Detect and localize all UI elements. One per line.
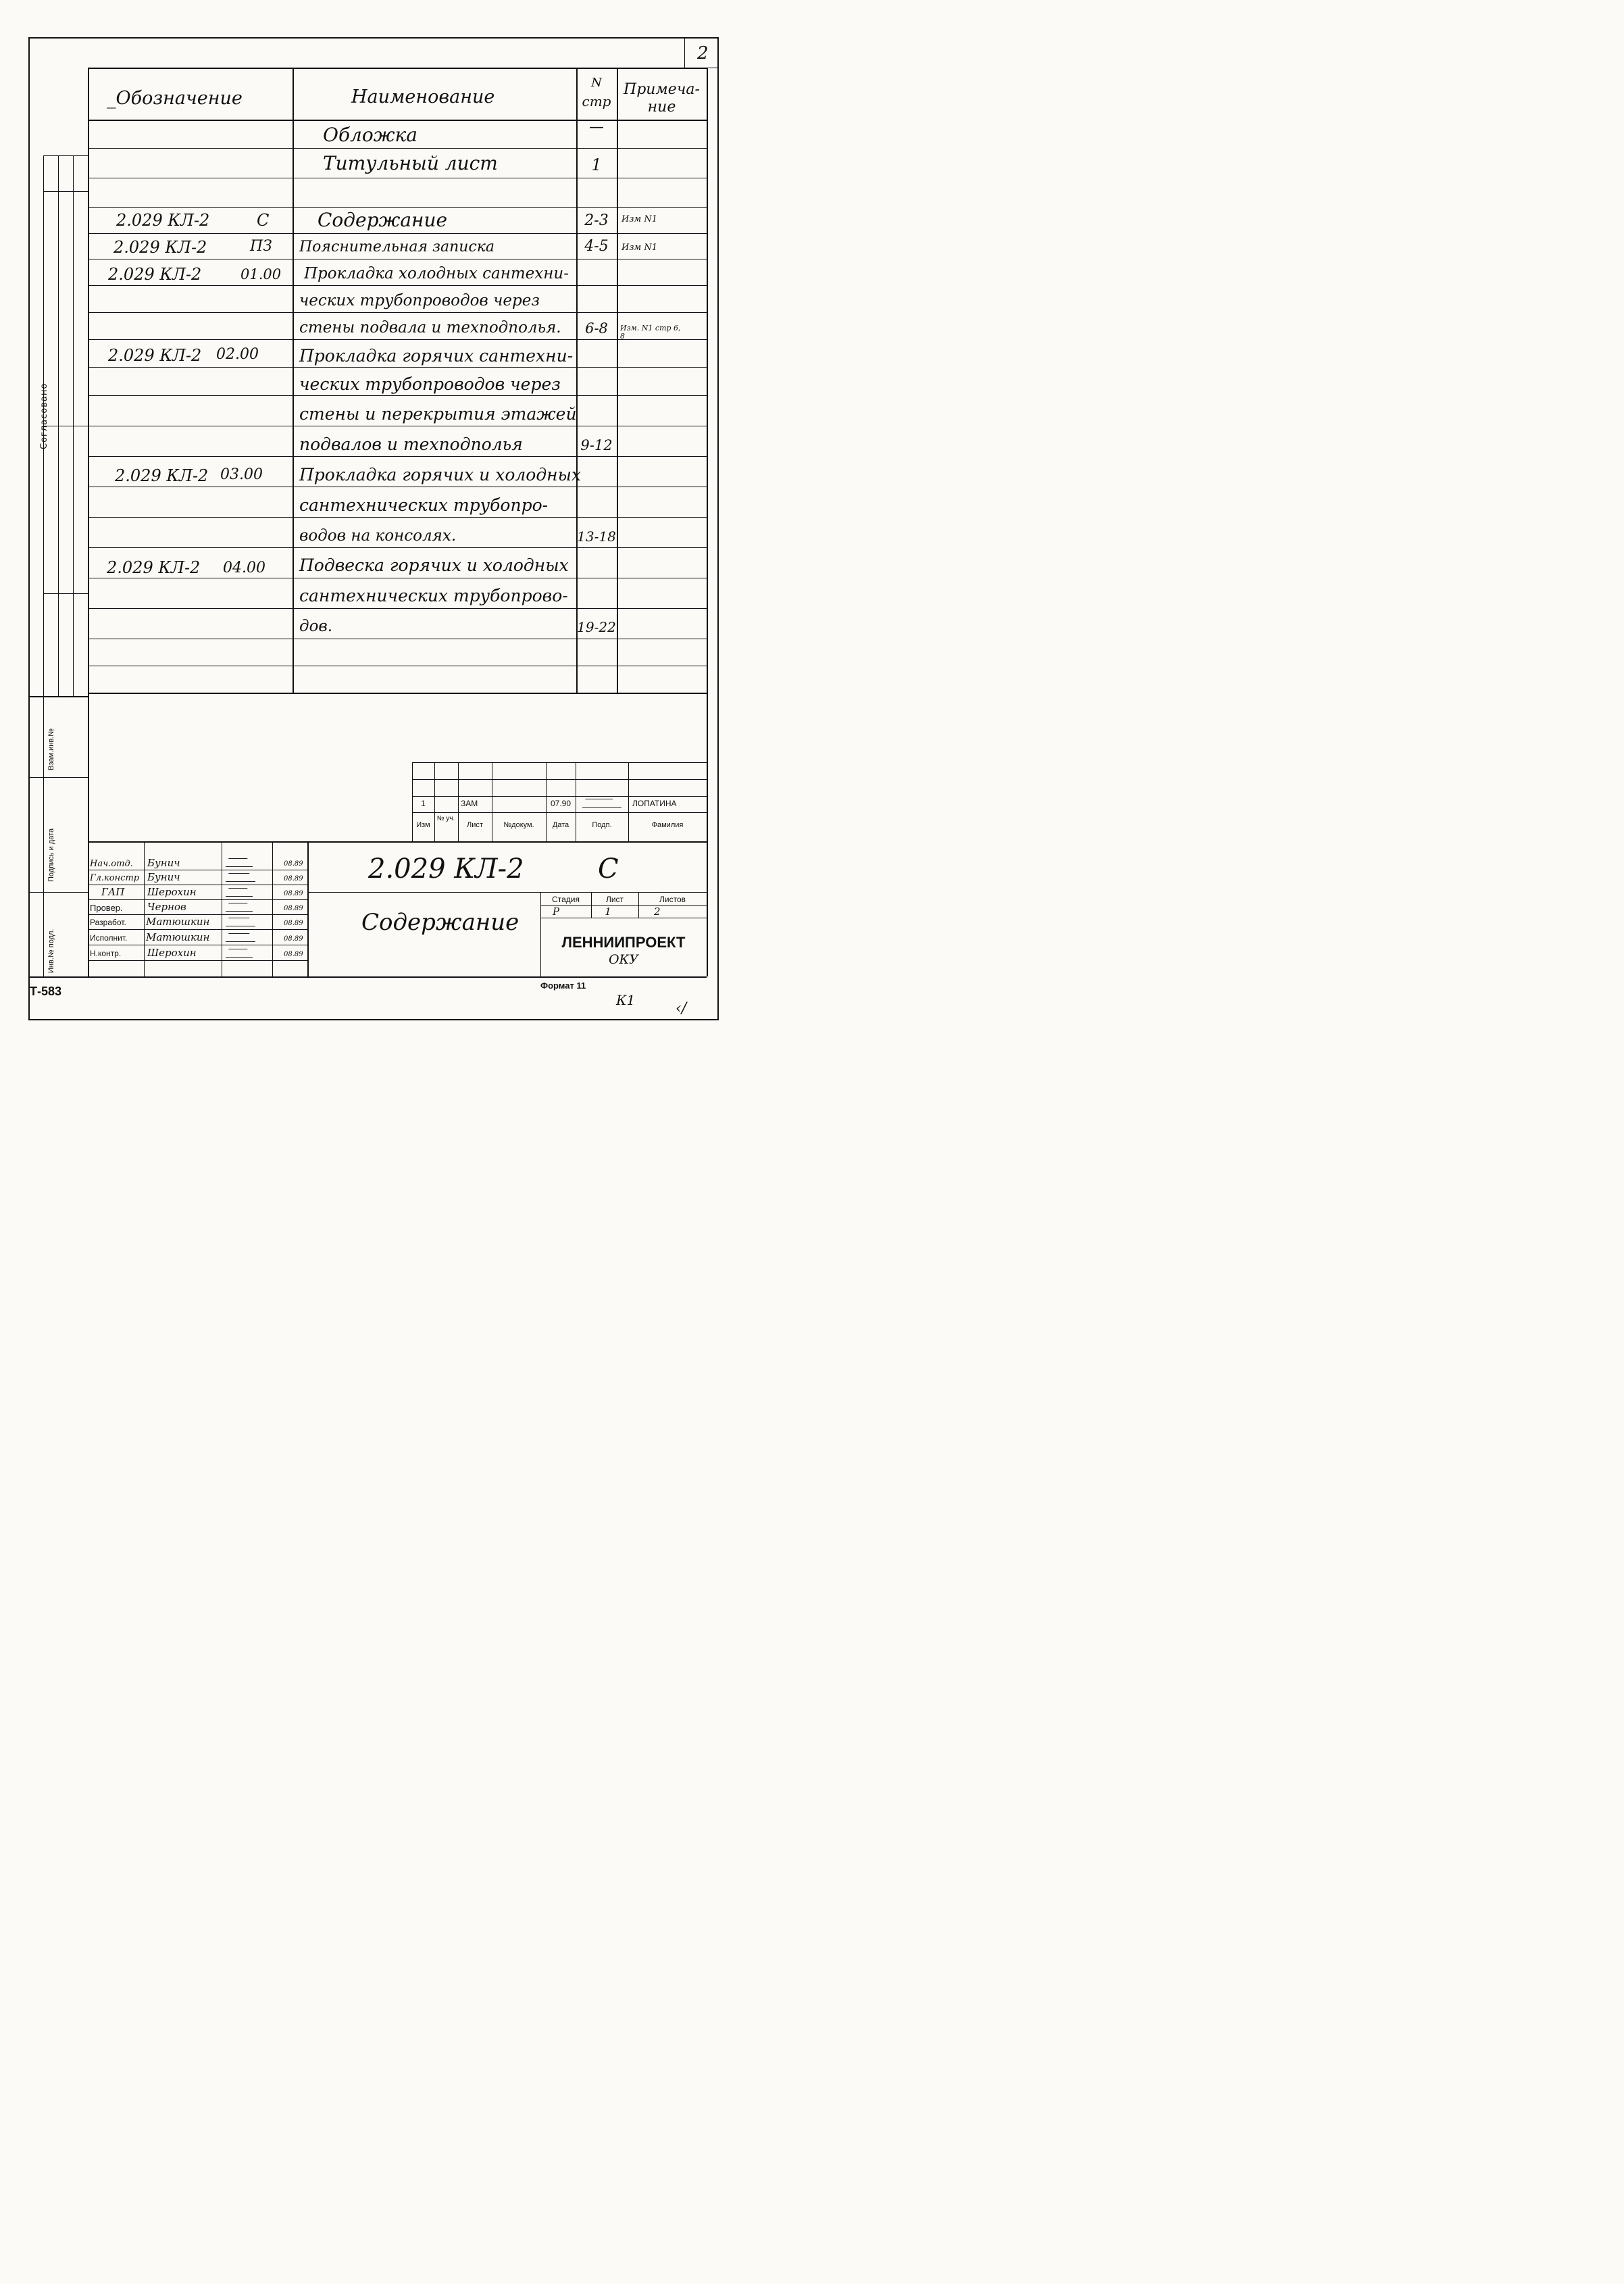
row-code: 01.00: [240, 266, 282, 282]
rev-header-list: Лист: [467, 821, 483, 829]
rev-header-surname: Фамилия: [651, 821, 684, 829]
header-page-label: стр: [582, 93, 611, 109]
signature-icon: [226, 947, 253, 958]
rev-header-uch: № уч.: [436, 815, 455, 822]
document-title: Содержание: [361, 909, 519, 936]
header-designation: _Обозначение: [107, 88, 243, 109]
row-designation: 2.029 КЛ-2: [115, 466, 209, 485]
header-note-2: ние: [647, 99, 676, 116]
sig-name: Матюшкин: [146, 916, 210, 928]
row-name: Обложка: [323, 124, 417, 146]
row-name: подвалов и техподполья: [299, 435, 523, 454]
footer-code: Т-583: [30, 985, 62, 998]
corner-scribble-icon: ‹/: [676, 1000, 687, 1017]
row-name: дов.: [299, 618, 333, 635]
document-code: [368, 855, 524, 883]
row-name: Содержание: [318, 209, 448, 231]
sheet-value: 1: [605, 905, 611, 918]
stage-label: Стадия: [552, 895, 580, 904]
sig-name: Бунич: [147, 857, 180, 869]
revision-date: 07.90: [550, 799, 572, 808]
row-pages: 6-8: [585, 320, 608, 337]
row-code: С: [257, 211, 270, 230]
row-name: ческих трубопроводов через: [299, 292, 540, 309]
sig-date: 08.89: [284, 935, 303, 943]
header-note-1: Примеча-: [624, 81, 700, 98]
row-pages: 9-12: [580, 437, 613, 453]
row-pages: 4-5: [584, 238, 609, 255]
row-pages: 13-18: [577, 528, 616, 545]
sig-role: Нач.отд.: [90, 859, 133, 869]
side-replace-inv-label: Взам.инв.№: [47, 728, 55, 770]
signature-icon: [226, 887, 253, 897]
row-designation: 2.029 КЛ-2: [107, 558, 201, 577]
format-label: Формат 11: [540, 980, 586, 991]
department-name: ОКУ: [608, 952, 638, 967]
row-designation: 2.029 КЛ-2: [113, 238, 207, 257]
row-pages: 2-3: [584, 212, 609, 229]
sig-date: 08.89: [284, 920, 303, 927]
document-code-number: 2.029 КЛ-2: [368, 853, 524, 885]
sig-name: Шерохин: [147, 947, 197, 959]
sig-name: Чернов: [147, 901, 186, 913]
row-name: Титульный лист: [323, 152, 498, 174]
row-name: сантехнических трубопрово-: [299, 586, 568, 605]
row-note: Изм N1: [621, 243, 657, 253]
signature-icon: [226, 872, 255, 882]
row-pages: 1: [591, 155, 602, 174]
row-name: сантехнических трубопро-: [299, 495, 549, 515]
revision-surname: ЛОПАТИНА: [632, 799, 677, 808]
sig-role: Н.контр.: [90, 949, 122, 958]
sheets-value: 2: [654, 905, 661, 918]
header-name: Наименование: [351, 86, 495, 107]
row-code: 02.00: [216, 346, 259, 363]
sig-name: Бунич: [147, 871, 180, 883]
row-note: Изм. N1 стр 6, 8: [620, 324, 681, 341]
rev-header-izm: Изм: [416, 821, 430, 829]
side-inv-orig-label: Инв.№ подл.: [47, 928, 55, 973]
rev-header-date: Дата: [552, 821, 569, 829]
row-name: стены подвала и техподполья.: [299, 319, 561, 337]
corner-mark: К1: [616, 992, 636, 1008]
sig-role: Гл.констр: [90, 873, 140, 883]
rev-header-doc: №докум.: [503, 821, 534, 829]
document-letter: С: [598, 853, 619, 885]
row-note: Изм N1: [621, 214, 657, 224]
sheet-number: 2: [697, 43, 709, 64]
sig-name: Матюшкин: [146, 931, 210, 943]
sig-date: 08.89: [284, 875, 303, 883]
row-code: 03.00: [220, 466, 263, 483]
sheets-label: Листов: [659, 895, 686, 904]
rev-header-sign: Подп.: [592, 821, 612, 829]
organization-name: ЛЕННИИПРОЕКТ: [561, 934, 686, 951]
sig-role: Провер.: [90, 903, 123, 913]
sig-name: Шерохин: [147, 886, 197, 898]
row-pages: —: [589, 119, 604, 136]
sig-role: Разработ.: [90, 918, 126, 927]
sig-date: 08.89: [284, 860, 303, 868]
revision-num: 1: [421, 799, 426, 808]
row-designation: 2.029 КЛ-2: [108, 346, 202, 365]
row-designation: 2.029 КЛ-2: [108, 265, 202, 284]
signature-icon: [226, 857, 253, 867]
row-name: ческих трубопроводов через: [299, 374, 561, 394]
sig-role: ГАП: [101, 886, 125, 898]
row-name: Пояснительная записка: [299, 239, 495, 255]
sheet-label: Лист: [605, 895, 624, 904]
signature-icon: [226, 932, 255, 942]
row-designation: 2.029 КЛ-2: [116, 211, 210, 230]
signature-icon: [226, 901, 253, 912]
sig-date: 08.89: [284, 951, 303, 958]
side-agreed-label: Согласовано: [39, 382, 49, 449]
row-name: Прокладка горячих сантехни-: [299, 346, 574, 366]
signature-icon: [226, 916, 255, 926]
header-page-no: N: [591, 76, 602, 90]
revision-signature-icon: [582, 797, 621, 808]
side-sign-date-label: Подпись и дата: [47, 828, 55, 882]
sig-date: 08.89: [284, 905, 303, 912]
row-name: Прокладка горячих и холодных: [299, 465, 582, 485]
row-code: 04.00: [223, 560, 265, 576]
row-pages: 19-22: [577, 619, 616, 635]
sig-role: Исполнит.: [90, 933, 128, 943]
stage-value: Р: [553, 905, 560, 918]
sig-date: 08.89: [284, 890, 303, 897]
row-name: Прокладка холодных сантехни-: [304, 265, 569, 282]
row-name: стены и перекрытия этажей: [299, 404, 577, 424]
row-code: ПЗ: [250, 238, 272, 255]
row-name: водов на консолях.: [299, 527, 457, 545]
row-name: Подвеска горячих и холодных: [299, 555, 569, 575]
revision-type: ЗАМ: [461, 799, 478, 808]
